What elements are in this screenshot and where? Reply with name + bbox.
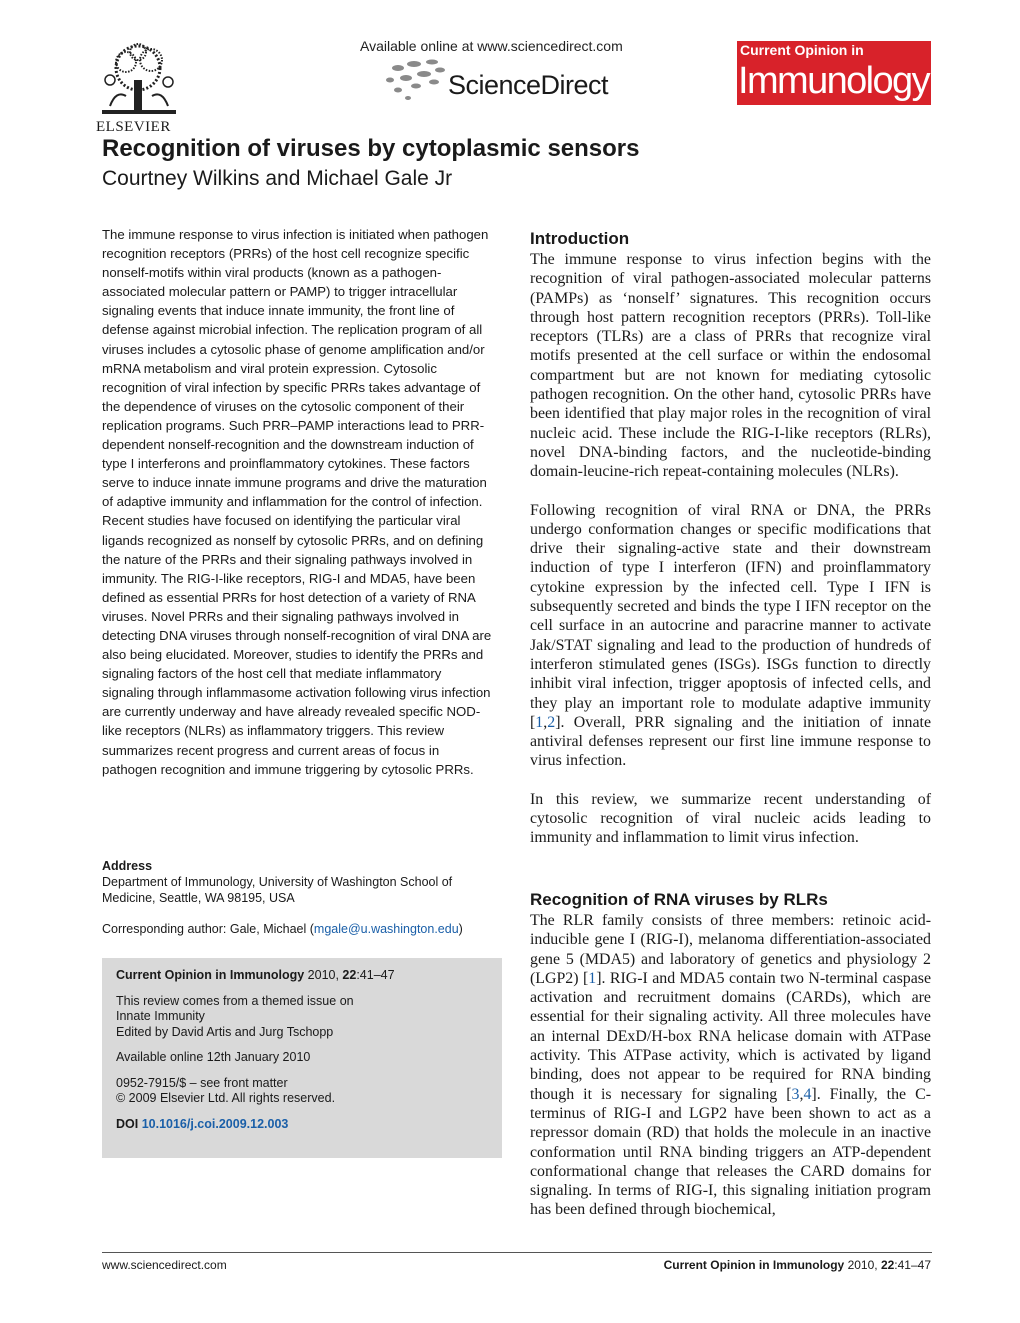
footer-volume: 22 bbox=[880, 1258, 895, 1272]
citation-line bbox=[116, 968, 488, 984]
journal-logo-line1: Current Opinion in bbox=[740, 42, 864, 58]
intro-paragraph-3: In this review, we summarize recent understanding of cytosolic recognition of viral nucleic acids leading to immunity and inflammation to limit virus infection. bbox=[530, 790, 931, 847]
info-volume: 22 bbox=[342, 968, 357, 982]
ref-link-3[interactable]: 3 bbox=[791, 1085, 800, 1103]
footer-divider bbox=[102, 1252, 932, 1253]
elsevier-tree-icon bbox=[96, 40, 182, 116]
ref-link-4[interactable]: 4 bbox=[803, 1085, 812, 1103]
available-online-text: Available online at www.sciencedirect.com bbox=[360, 38, 623, 54]
author-email-link[interactable]: mgale@u.washington.edu bbox=[313, 922, 459, 936]
intro-p2-text-b: ]. Overall, PRR signaling and the initiation of innate antiviral defenses represent our first line immune response to virus infection. bbox=[530, 713, 931, 770]
abstract-text: The immune response to virus infection is initiated when pathogen recognition receptors (PRRs) of the host cell recognize specific nonself-motifs within viral products (known as a pathogen-associated molecular pattern or PAMP) to trigger intracellular signaling events that induce innate immunity, the front line of defense against microbial infection. The replication program of all viruses includes a cytosolic phase of genome amplification and/or mRNA metabolism and viral protein expression. Cytosolic recognition of viral infection by specific PRRs takes advantage of the dependence of viruses on the cytosolic component of their replication programs. Such PRR–PAMP interactions lead to PRR-dependent nonself-recognition and the downstream induction of type I interferons and proinflammatory cytokines. These factors serve to induce innate immune programs and drive the maturation of adaptive immunity and inflammation for the control of infection. Recent studies have focused on identifying the particular viral ligands recognized as nonself by cytosolic PRRs, and on defining the nature of the PRRs and their signaling pathways involved in immunity. The RIG-I-like receptors, RIG-I and MDA5, have been defined as essential PRRs for host detection of a variety of RNA viruses. Novel PRRs and their signaling pathways involved in detecting DNA viruses through nonself-recognition of viral DNA are also being elucidated. Moreover, studies to identify the PRRs and signaling factors of the host cell that mediate inflammatory signaling through inflammasome activation following virus infection are currently underway and have already revealed specific NOD-like receptors (NLRs) as inflammatory triggers. This review summarizes recent progress and current areas of focus in pathogen recognition and immune triggering by cytosolic PRRs. bbox=[102, 227, 492, 777]
issn-line: 0952-7915/$ – see front matter bbox=[116, 1075, 288, 1090]
footer-journal: Current Opinion in Immunology bbox=[663, 1258, 845, 1272]
address-label: Address bbox=[102, 859, 153, 873]
info-pages: :41–47 bbox=[356, 968, 395, 982]
intro-heading: Introduction bbox=[530, 229, 630, 248]
rlr-p1-text-c: ]. Finally, the C-terminus of RIG-I and LGP2 have been shown to act as a repressor domain (RD) that holds the molecule in an inactive conformation until RNA binding triggers an ATP-dependent conformational change that releases the CARD domains for signaling. In terms of RIG-I, this signaling initiation program has been defined through biochemical, bbox=[530, 1085, 931, 1219]
available-date: Available online 12th January 2010 bbox=[116, 1050, 311, 1064]
address-text: Department of Immunology, University of Washington School of Medicine, Seattle, WA 98195, USA bbox=[102, 875, 453, 905]
ref-link-2[interactable]: 2 bbox=[547, 713, 556, 731]
ref-link-1b[interactable]: 1 bbox=[588, 969, 597, 987]
doi-label: DOI bbox=[116, 1116, 142, 1131]
footer-year: 2010, bbox=[844, 1258, 881, 1272]
intro-p2-text-a: Following recognition of viral RNA or DNA, the PRRs undergo conformation changes or specific modifications that drive their signaling-active state and their downstream induction of type I interferon (IFN) and proinflammatory cytokine expression by the infected cell. Type I IFN is subsequently secreted and binds the type I IFN receptor on the cell surface in an autocrine and paracrine manner to activate Jak/STAT signaling and lead to the production of hundreds of interferon stimulated genes (ISGs). ISGs function to directly inhibit viral infection, trigger apoptosis of infected cells, and they play an important role to modulate adaptive immunity [ bbox=[530, 501, 931, 731]
address-block bbox=[102, 858, 502, 937]
intro-paragraph-1: The immune response to virus infection begins with the recognition of viral pathogen-associated molecular patterns (PAMPs) as ‘nonself’ signatures. This recognition occurs through host pattern recognition receptors (PRRs). Toll-like receptors (TLRs) are a class of PRRs that recognize viral motifs presented at the cell surface or within the endosomal compartment but are not known for mediating cytosolic pathogen recognition. On the other hand, cytosolic PRRs have been identified that play major roles in the recognition of viral nucleic acid. These include the RIG-I-like receptors (RLRs), novel DNA-binding factors, and the nucleotide-binding domain-leucine-rich repeat-containing molecules (NLRs). bbox=[530, 251, 931, 481]
rlr-p1-text-b: ]. RIG-I and MDA5 contain two N-terminal caspase activation and recruitment domains (CARDs), which are essential for their signaling activity. All three molecules have an internal DExD/H-box RNA helicase domain with ATPase activity. This ATPase activity, which is activated by ligand binding, does not appear to be required for RNA binding though it is necessary for signaling [ bbox=[530, 969, 931, 1103]
ref-separator-b: , bbox=[799, 1085, 804, 1103]
ref-link-1[interactable]: 1 bbox=[535, 713, 544, 731]
copyright-line: © 2009 Elsevier Ltd. All rights reserved. bbox=[116, 1091, 336, 1105]
corresponding-prefix: Corresponding author: Gale, Michael ( bbox=[102, 922, 314, 936]
corresponding-author bbox=[102, 921, 502, 937]
article-info-box bbox=[102, 958, 502, 1158]
footer-pages: :41–47 bbox=[894, 1258, 931, 1272]
section-rlr bbox=[530, 889, 931, 1220]
info-journal-name: Current Opinion in Immunology bbox=[116, 968, 305, 982]
article-title: Recognition of viruses by cytoplasmic sensors bbox=[102, 135, 640, 162]
elsevier-logo bbox=[96, 40, 182, 135]
themed-line2: Innate Immunity bbox=[116, 1009, 205, 1023]
doi-link[interactable]: 10.1016/j.coi.2009.12.003 bbox=[141, 1116, 289, 1131]
rlr-heading: Recognition of RNA viruses by RLRs bbox=[530, 890, 828, 909]
article-authors: Courtney Wilkins and Michael Gale Jr bbox=[102, 167, 453, 190]
issn-copyright bbox=[116, 1076, 488, 1107]
themed-issue bbox=[116, 994, 488, 1041]
doi-line bbox=[116, 1117, 488, 1133]
info-year: 2010, bbox=[304, 968, 343, 982]
ref-separator: , bbox=[543, 713, 548, 731]
rlr-paragraph-1 bbox=[530, 911, 931, 1220]
section-introduction bbox=[530, 228, 931, 848]
rlr-p1-text-a: The RLR family consists of three members: retinoic acid-inducible gene I (RIG-I), melanoma differentiation-associated gene 5 (MDA5) and laboratory of genetics and physiology 2 (LGP2) [ bbox=[530, 912, 931, 987]
journal-logo-line2: Immunology bbox=[738, 60, 929, 102]
footer-citation bbox=[664, 1258, 931, 1272]
journal-logo bbox=[737, 41, 931, 105]
sciencedirect-logo bbox=[384, 58, 629, 102]
themed-line1: This review comes from a themed issue on bbox=[116, 993, 354, 1008]
themed-line3: Edited by David Artis and Jurg Tschopp bbox=[116, 1024, 334, 1039]
publisher-logo-label: ELSEVIER bbox=[96, 119, 171, 135]
intro-paragraph-2 bbox=[530, 501, 931, 771]
sciencedirect-wordmark: ScienceDirect bbox=[448, 70, 609, 100]
sciencedirect-dots-icon bbox=[384, 58, 448, 102]
footer-site-link[interactable]: www.sciencedirect.com bbox=[102, 1258, 227, 1272]
corresponding-suffix: ) bbox=[458, 922, 463, 936]
